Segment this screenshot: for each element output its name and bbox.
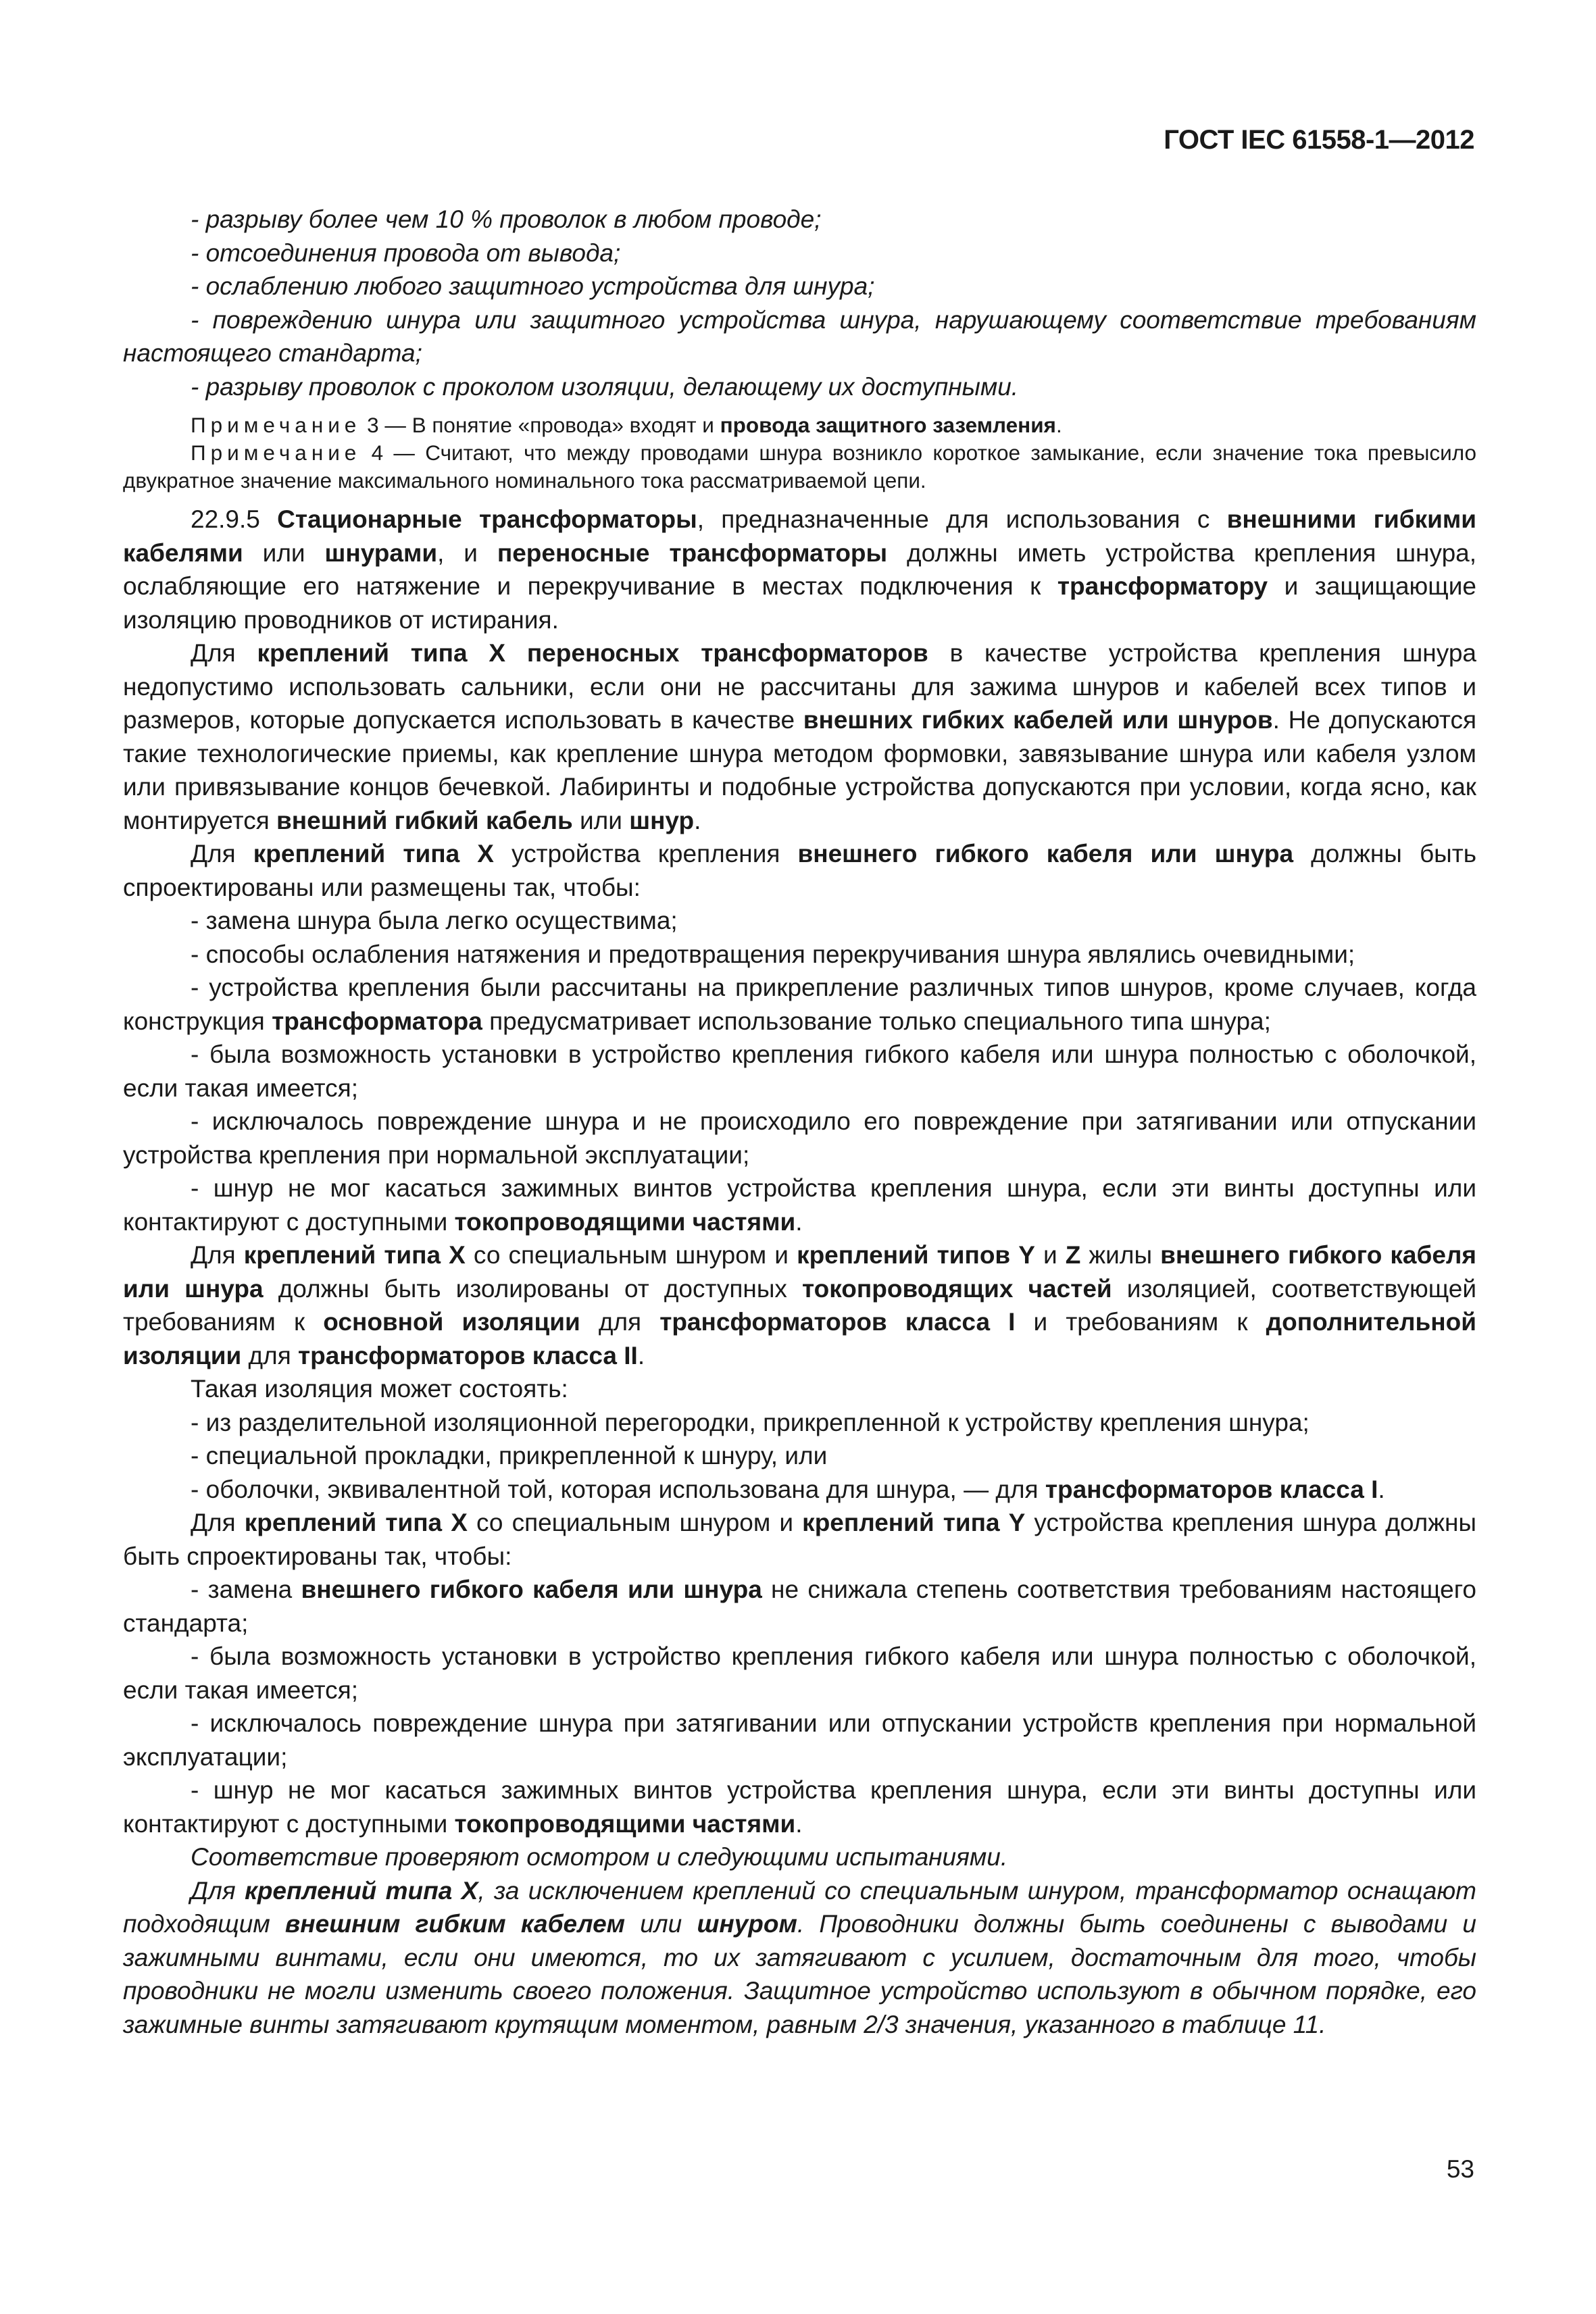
note-label: Примечание — [191, 441, 361, 465]
list-item: - из разделительной изоляционной перегородки, прикрепленной к устройству крепления шнура; — [191, 1408, 1310, 1436]
list-item: - была возможность установки в устройство крепления гибкого кабеля или шнура полностью с оболочкой, если такая имеется; — [123, 1040, 1476, 1102]
list-item: - замена внешнего гибкого кабеля или шнура не снижала степень соответствия требованиям настоящего стандарта; — [123, 1576, 1476, 1637]
paragraph: Такая изоляция может состоять: — [191, 1375, 568, 1403]
list-item: - замена шнура была легко осуществима; — [191, 907, 678, 934]
paragraph: Для креплений типа X со специальным шнуром и креплений типов Y и Z жилы внешнего гибкого кабеля или шнура должны быть изолированы от доступных токопроводящих частей изоляцией, соответствующей требованиям к основной изоляции для трансформаторов класса I и требованиям к дополнительной изоляции для трансформаторов класса II. — [123, 1241, 1477, 1369]
test-statement: Соответствие проверяют осмотром и следующими испытаниями. — [191, 1843, 1008, 1871]
paragraph: Для креплений типа X со специальным шнуром и креплений типа Y устройства крепления шнура должны быть спроектированы так, чтобы: — [123, 1509, 1477, 1570]
test-procedure: Для креплений типа X, за исключением креплений со специальным шнуром, трансформатор оснащают подходящим внешним гибким кабелем или шнуром. Проводники должны быть соединены с выводами и зажимными винтами, если они имеются, то их затягивают с усилием, достаточным для того, чтобы проводники не могли изменить своего положения. Защитное устройство используют в обычном порядке, его зажимные винты затягивают крутящим моментом, равным 2/3 значения, указанного в таблице 11. — [123, 1876, 1477, 2038]
list-item: - разрыву более чем 10 % проволок в любом проводе; — [191, 205, 822, 233]
document-code-header: ГОСТ IEC 61558-1—2012 — [1164, 125, 1474, 155]
list-item: - ослаблению любого защитного устройства для шнура; — [191, 272, 875, 300]
list-item: - исключалось повреждение шнура и не происходило его повреждение при затягивании или отпускании устройства крепления при нормальной эксплуатации; — [123, 1107, 1476, 1169]
note-label: Примечание — [191, 413, 361, 437]
paragraph: Для креплений типа X устройства крепления внешнего гибкого кабеля или шнура должны быть спроектированы или размещены так, чтобы: — [123, 840, 1476, 901]
page-number: 53 — [1446, 2155, 1474, 2183]
note-3: Примечание 3 — В понятие «провода» входят и провода защитного заземления. — [191, 413, 1062, 437]
list-item: - исключалось повреждение шнура при затягивании или отпускании устройств крепления при нормальной эксплуатации; — [123, 1709, 1476, 1771]
list-item: - способы ослабления натяжения и предотвращения перекручивания шнура являлись очевидными; — [191, 940, 1355, 968]
list-item: - разрыву проволок с проколом изоляции, делающему их доступными. — [191, 372, 1019, 401]
list-item: - шнур не мог касаться зажимных винтов устройства крепления шнура, если эти винты доступны или контактируют с доступными токопроводящими частями. — [123, 1174, 1476, 1236]
list-item: - повреждению шнура или защитного устройства шнура, нарушающему соответствие требованиям настоящего стандарта; — [123, 305, 1476, 367]
note-4: Примечание 4 — Считают, что между проводами шнура возникло короткое замыкание, если значение тока превысило двукратное значение максимального номинального тока рассматриваемой цепи. — [123, 441, 1476, 493]
paragraph: 22.9.5 Стационарные трансформаторы, предназначенные для использования с внешними гибкими кабелями или шнурами, и переносные трансформаторы должны иметь устройства крепления шнура, ослабляющие его натяжение и перекручивание в местах подключения к трансформатору и защищающие изоляцию проводников от истирания. — [123, 505, 1477, 634]
list-item: - шнур не мог касаться зажимных винтов устройства крепления шнура, если эти винты доступны или контактируют с доступными токопроводящими частями. — [123, 1776, 1476, 1838]
list-item: - оболочки, эквивалентной той, которая использована для шнура, — для трансформаторов класса I. — [191, 1475, 1385, 1503]
list-item: - устройства крепления были рассчитаны на прикрепление различных типов шнуров, кроме случаев, когда конструкция трансформатора предусматривает использование только специального типа шнура; — [123, 974, 1476, 1035]
paragraph: Для креплений типа X переносных трансформаторов в качестве устройства крепления шнура недопустимо использовать сальники, если они не рассчитаны для зажима шнуров и кабелей всех типов и размеров, которые допускается использовать в качестве внешних гибких кабелей или шнуров. Не допускаются такие технологические приемы, как крепление шнура методом формовки, завязывание шнура или кабеля узлом или привязывание концов бечевкой. Лабиринты и подобные устройства допускаются при условии, когда ясно, как монтируется внешний гибкий кабель или шнур. — [123, 639, 1476, 834]
list-item: - отсоединения провода от вывода; — [191, 238, 621, 267]
list-item: - специальной прокладки, прикрепленной к шнуру, или — [191, 1442, 828, 1469]
list-item: - была возможность установки в устройство крепления гибкого кабеля или шнура полностью с оболочкой, если такая имеется; — [123, 1642, 1476, 1704]
document-body — [123, 203, 1476, 2041]
